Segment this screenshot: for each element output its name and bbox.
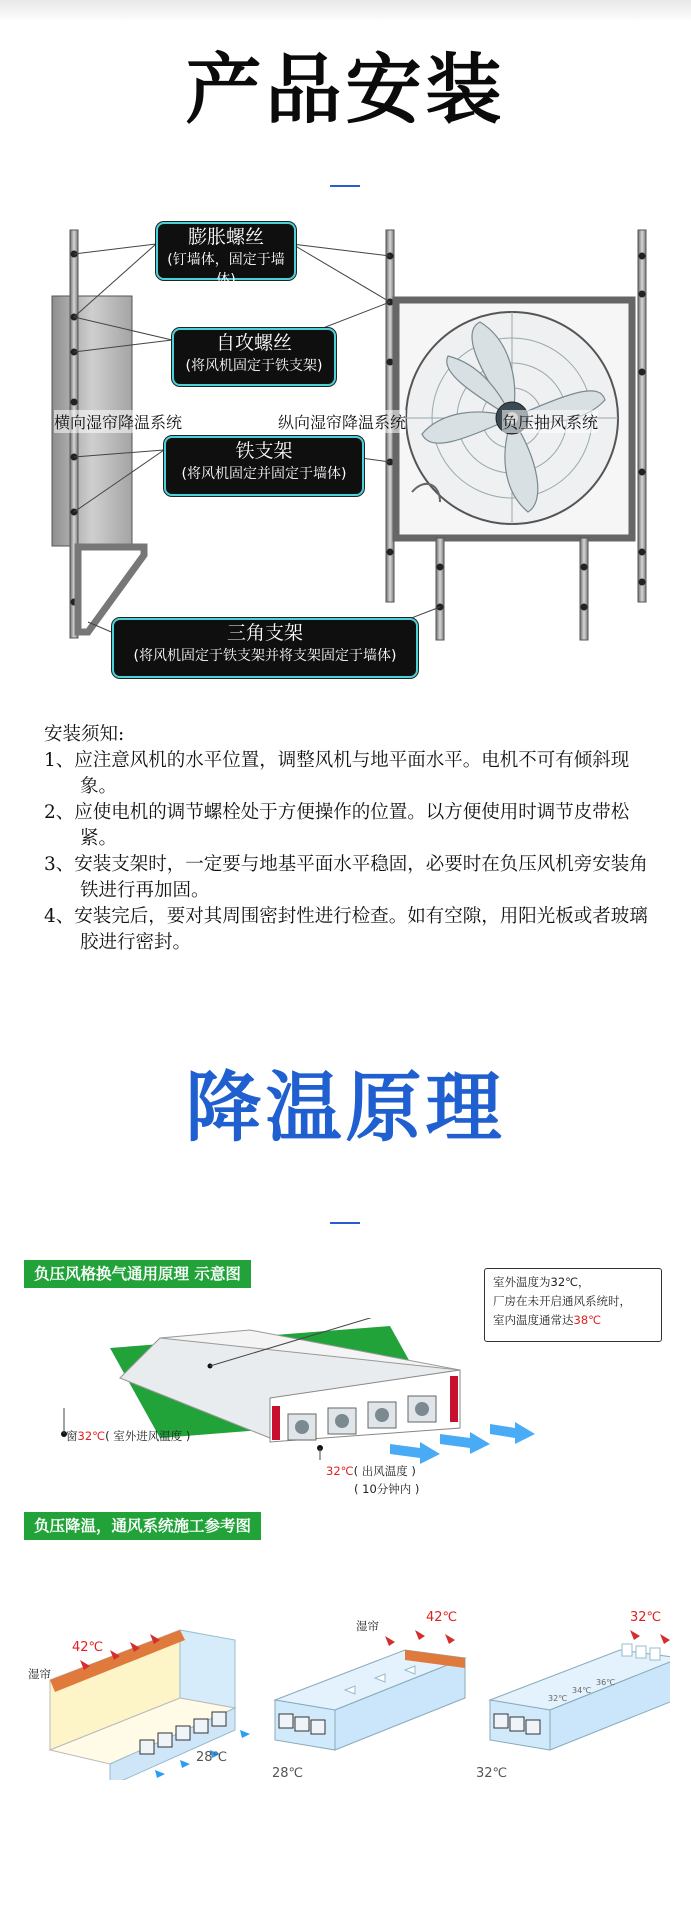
mid-temp: 34℃ [572, 1686, 592, 1695]
outlet-temp: 32℃ [326, 1464, 354, 1478]
section-title-cooling: 降温原理 [185, 1063, 506, 1152]
hot-temp: 32℃ [630, 1610, 662, 1625]
note-line: 室外温度为32℃， [493, 1275, 590, 1289]
cooling-diagrams [20, 1590, 670, 1780]
note-line: 室内温度通常达 [493, 1313, 574, 1327]
outside-temp-note [484, 1268, 662, 1342]
pad-label: 湿帘 [28, 1667, 51, 1681]
cooling-diagram-2 [275, 1630, 465, 1750]
hot-temp: 42℃ [72, 1640, 104, 1655]
callout-title: 膨胀螺丝 [187, 226, 264, 248]
factory-diagram [60, 1318, 560, 1478]
note-item: 1、应注意风机的水平位置，调整风机与地平面水平。电机不可有倾斜现象。 [44, 750, 630, 797]
installation-notes [44, 722, 664, 956]
callout-title: 三角支架 [226, 622, 303, 644]
mid-temp: 36℃ [596, 1678, 616, 1687]
callout-expansion-bolt [156, 222, 296, 288]
label-negative-pressure-system: 负压抽风系统 [502, 410, 598, 433]
label-suffix: ( 出风温度 ) [353, 1464, 416, 1478]
window-temp-label [66, 1428, 190, 1444]
callout-self-tapping-screw [172, 328, 336, 386]
hot-temp: 42℃ [426, 1610, 458, 1625]
callout-triangle-bracket [112, 618, 418, 678]
banner-principle: 负压风格换气通用原理 示意图 [24, 1260, 251, 1288]
label-prefix: 窗 [66, 1429, 78, 1443]
label-line2: ( 10分钟内 ) [354, 1482, 420, 1496]
title-rule [330, 1222, 360, 1224]
callout-sub: (钉墙体，固定于墙体) [167, 252, 285, 288]
window-temp: 32℃ [77, 1429, 106, 1443]
indoor-temp: 38℃ [573, 1313, 602, 1327]
section-title-install: 产品安装 [185, 45, 506, 134]
pad-label: 湿帘 [356, 1619, 379, 1633]
label-horizontal-pad-system: 横向湿帘降温系统 [54, 410, 182, 433]
cool-temp: 28℃ [272, 1766, 304, 1781]
outlet-temp-label [326, 1462, 419, 1498]
note-item: 4、安装完后，要对其周围密封性进行检查。如有空隙，用阳光板或者玻璃胶进行密封。 [44, 906, 648, 953]
note-item: 3、安装支架时，一定要与地基平面水平稳固，必要时在负压风机旁安装角铁进行再加固。 [44, 854, 648, 901]
label-vertical-pad-system: 纵向湿帘降温系统 [278, 410, 406, 433]
callout-title: 铁支架 [235, 440, 293, 462]
callout-sub: (将风机固定并固定于墙体) [181, 466, 347, 482]
notes-heading: 安装须知: [44, 724, 125, 745]
callout-title: 自攻螺丝 [215, 332, 292, 354]
note-item: 2、应使电机的调节螺栓处于方便操作的位置。以方便使用时调节皮带松紧。 [44, 802, 630, 849]
callout-sub: (将风机固定于铁支架并将支架固定于墙体) [133, 648, 397, 664]
mid-temp: 32℃ [548, 1694, 568, 1703]
label-suffix: ( 室外进风温度 ) [105, 1429, 191, 1443]
right-post [638, 230, 646, 602]
cool-temp: 28℃ [196, 1750, 228, 1765]
title-rule [330, 185, 360, 187]
cool-temp: 32℃ [476, 1766, 508, 1781]
note-line: 厂房在未开启通风系统时， [493, 1294, 631, 1308]
top-fade [0, 0, 691, 22]
banner-construction: 负压降温，通风系统施工参考图 [24, 1512, 261, 1540]
callout-iron-bracket [164, 436, 364, 496]
callout-sub: (将风机固定于铁支架) [185, 358, 323, 374]
